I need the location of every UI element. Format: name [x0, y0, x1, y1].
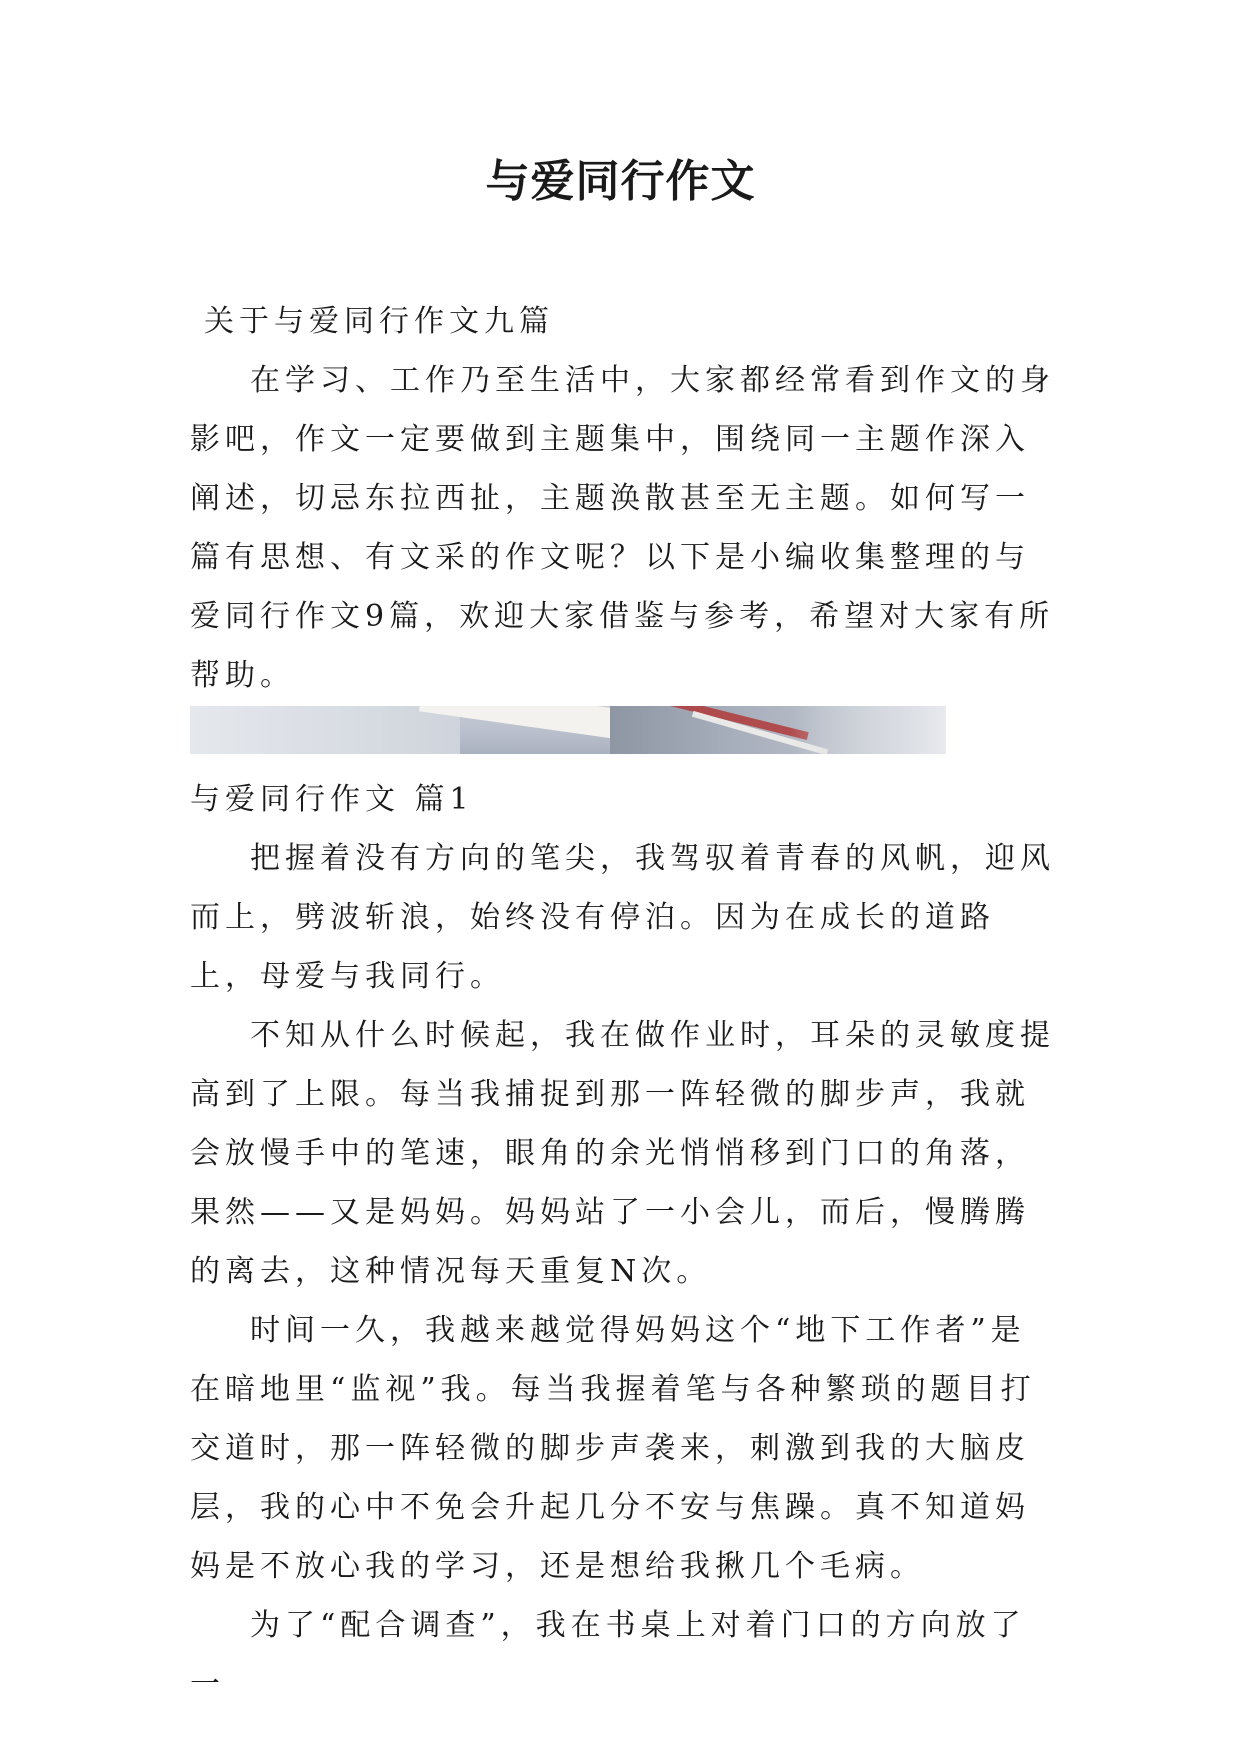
intro-paragraph: 在学习、工作乃至生活中，大家都经常看到作文的身影吧，作文一定要做到主题集中，围绕同一主题作深入阐述，切忌东拉西扯，主题涣散甚至无主题。如何写一篇有思想、有文采的作文呢？以下是小编收集整理的与爱同行作文9篇，欢迎大家借鉴与参考，希望对大家有所帮助。 — [190, 363, 1055, 693]
body-paragraph: 把握着没有方向的笔尖，我驾驭着青春的风帆，迎风而上，劈波斩浪，始终没有停泊。因为在成长的道路上，母爱与我同行。 — [190, 841, 1055, 994]
section-heading: 与爱同行作文 篇1 — [190, 782, 474, 817]
banner-shape — [790, 706, 946, 754]
document-subtitle: 关于与爱同行作文九篇 — [204, 304, 554, 339]
document-title: 与爱同行作文 — [485, 156, 756, 207]
body-paragraph: 为了“配合调查”，我在书桌上对着门口的方向放了一 — [190, 1608, 1026, 1702]
body-paragraph: 不知从什么时候起，我在做作业时，耳朵的灵敏度提高到了上限。每当我捕捉到那一阵轻微的脚步声，我就会放慢手中的笔速，眼角的余光悄悄移到门口的角落，果然——又是妈妈。妈妈站了一小会儿，而后，慢腾腾的离去，这种情况每天重复N次。 — [190, 1018, 1055, 1289]
banner-image — [190, 706, 946, 754]
body-paragraph: 时间一久，我越来越觉得妈妈这个“地下工作者”是在暗地里“监视”我。每当我握着笔与各种繁琐的题目打交道时，那一阵轻微的脚步声袭来，刺激到我的大脑皮层，我的心中不免会升起几分不安与焦躁。真不知道妈妈是不放心我的学习，还是想给我揪几个毛病。 — [190, 1313, 1036, 1584]
document-body — [190, 292, 1060, 1714]
banner-shape — [190, 706, 460, 754]
